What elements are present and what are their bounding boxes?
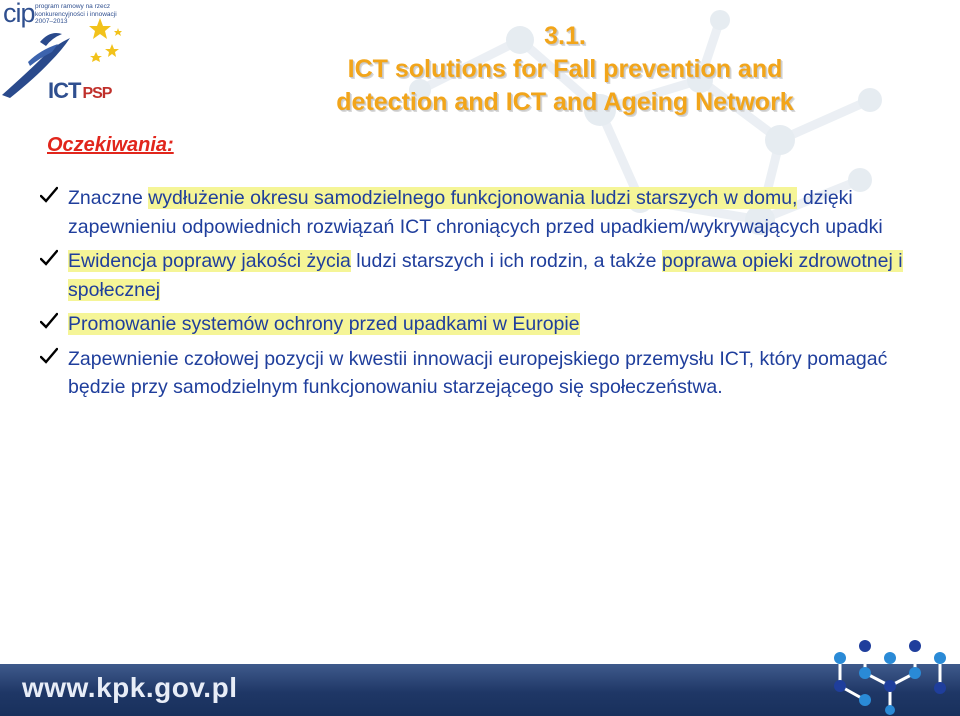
bullet-list (40, 184, 940, 408)
logo-cip: cip (3, 0, 35, 28)
bullet-segment: Znaczne (68, 187, 149, 209)
bullet-item (40, 247, 940, 304)
checkmark-icon (40, 347, 58, 365)
logo-cip-line: konkurencyjności i innowacji (35, 10, 117, 18)
bullet-item (40, 345, 940, 402)
bullet-segment-highlight: Promowanie systemów ochrony przed upadkami w Europie (68, 313, 580, 335)
bullet-segment-highlight: Ewidencja poprawy jakości życia (68, 250, 351, 272)
ictpsp-logo (0, 0, 130, 110)
title-text: ICT solutions for Fall prevention and (347, 55, 783, 83)
logo-cip-line: program ramowy na rzecz (35, 3, 111, 10)
logo-brand-sub: PSP (82, 85, 112, 102)
checkmark-icon (40, 312, 58, 330)
section-heading: Oczekiwania: (47, 134, 174, 156)
slide-title-line-2: detection and ICT and Ageing Network (336, 88, 794, 116)
section-number: 3.1. (544, 22, 586, 50)
checkmark-icon (40, 186, 58, 204)
checkmark-icon (40, 249, 58, 267)
slide-title-line-1 (140, 20, 960, 86)
logo-cip-line: 2007–2013 (35, 18, 68, 25)
bullet-text (68, 313, 580, 335)
bullet-segment-highlight: poprawa opieki zdrowotnej i społecznej (68, 250, 903, 301)
slide-title (140, 20, 960, 119)
bullet-segment: dzięki zapewnieniu odpowiednich rozwiązań ICT chroniących przed upadkiem/wykrywających upadki (68, 187, 883, 238)
bullet-text (68, 348, 887, 399)
bullet-segment: Zapewnienie czołowej pozycji w kwestii innowacji europejskiego przemysłu ICT, który pomagać będzie przy samodzielnym funkcjonowaniu starzejącego się społeczeństwa. (68, 347, 888, 398)
bullet-segment-highlight: wydłużenie okresu samodzielnego funkcjonowania ludzi starszych w domu, (148, 187, 798, 209)
bullet-text (68, 250, 903, 301)
bullet-segment: ludzi starszych i ich rodzin, a także (350, 250, 662, 272)
bullet-item (40, 184, 940, 241)
logo-brand-main: ICT (48, 78, 81, 103)
logo-brand (48, 78, 111, 104)
bullet-item (40, 310, 940, 339)
logo-cip-description (35, 3, 125, 26)
network-molecule-icon (820, 628, 960, 716)
footer-website-link[interactable]: www.kpk.gov.pl (22, 672, 238, 703)
bullet-text (68, 187, 883, 238)
